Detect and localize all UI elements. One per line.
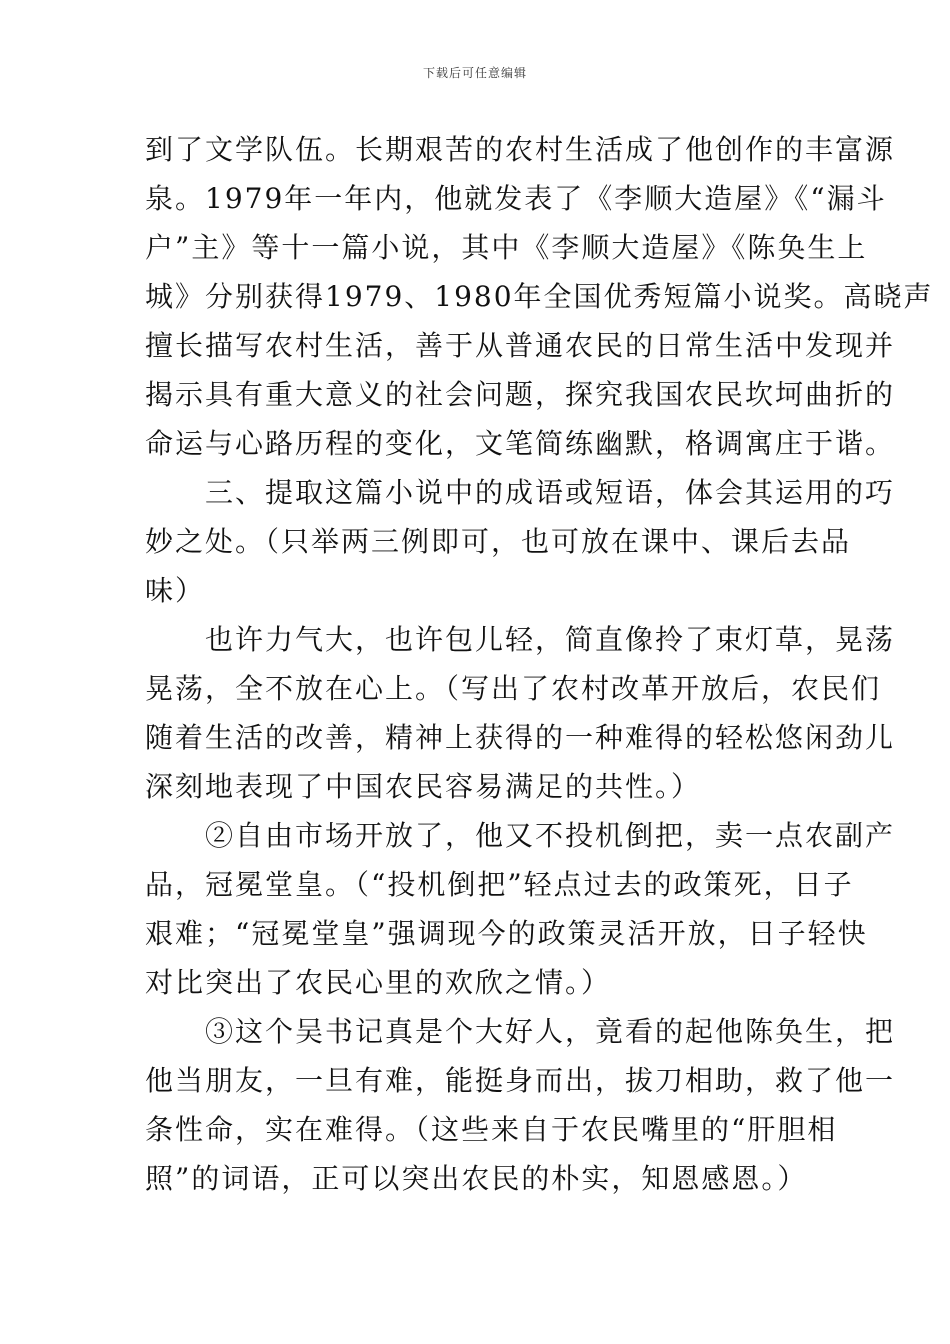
text-line: 品，冠冕堂皇。（“投机倒把”轻点过去的政策死，日子 bbox=[145, 868, 854, 901]
text-line: 妙之处。（只举两三例即可，也可放在课中、课后去品 bbox=[145, 525, 852, 558]
text-line: 他当朋友，一旦有难，能挺身而出，拔刀相助，救了他一 bbox=[145, 1064, 896, 1097]
text-line: 条性命，实在难得。（这些来自于农民嘴里的“肝胆相 bbox=[145, 1113, 838, 1146]
text-line: 泉。1979年一年内，他就发表了《李顺大造屋》《“漏斗 bbox=[145, 182, 887, 215]
text-line: 户”主》等十一篇小说，其中《李顺大造屋》《陈奂生上 bbox=[145, 231, 868, 264]
text-line: 艰难；“冠冕堂皇”强调现今的政策灵活开放，日子轻快 bbox=[145, 917, 868, 950]
text-line: ②自由市场开放了，他又不投机倒把，卖一点农副产 bbox=[145, 819, 896, 852]
text-line: ③这个吴书记真是个大好人，竟看的起他陈奂生，把 bbox=[145, 1015, 896, 1048]
text-line: 味） bbox=[145, 574, 206, 607]
text-line: 到了文学队伍。长期艰苦的农村生活成了他创作的丰富源 bbox=[145, 133, 896, 166]
text-line: 擅长描写农村生活，善于从普通农民的日常生活中发现并 bbox=[145, 329, 896, 362]
text-line: 也许力气大，也许包儿轻，简直像拎了束灯草，晃荡 bbox=[145, 623, 896, 656]
text-line: 随着生活的改善，精神上获得的一种难得的轻松悠闲劲儿 bbox=[145, 721, 896, 754]
text-line: 对比突出了农民心里的欢欣之情。） bbox=[145, 966, 612, 999]
text-line: 命运与心路历程的变化，文笔简练幽默，格调寓庄于谐。 bbox=[145, 427, 896, 460]
text-line: 城》分别获得1979、1980年全国优秀短篇小说奖。高晓声 bbox=[145, 280, 934, 313]
text-line: 深刻地表现了中国农民容易满足的共性。） bbox=[145, 770, 702, 803]
text-line: 揭示具有重大意义的社会问题，探究我国农民坎坷曲折的 bbox=[145, 378, 896, 411]
document-body bbox=[145, 125, 934, 1203]
text-line: 晃荡，全不放在心上。（写出了农村改革开放后，农民们 bbox=[145, 672, 882, 705]
page-header: 下载后可任意编辑 bbox=[422, 66, 527, 80]
text-line: 三、提取这篇小说中的成语或短语，体会其运用的巧 bbox=[145, 476, 896, 509]
text-line: 照”的词语，正可以突出农民的朴实，知恩感恩。） bbox=[145, 1162, 808, 1195]
